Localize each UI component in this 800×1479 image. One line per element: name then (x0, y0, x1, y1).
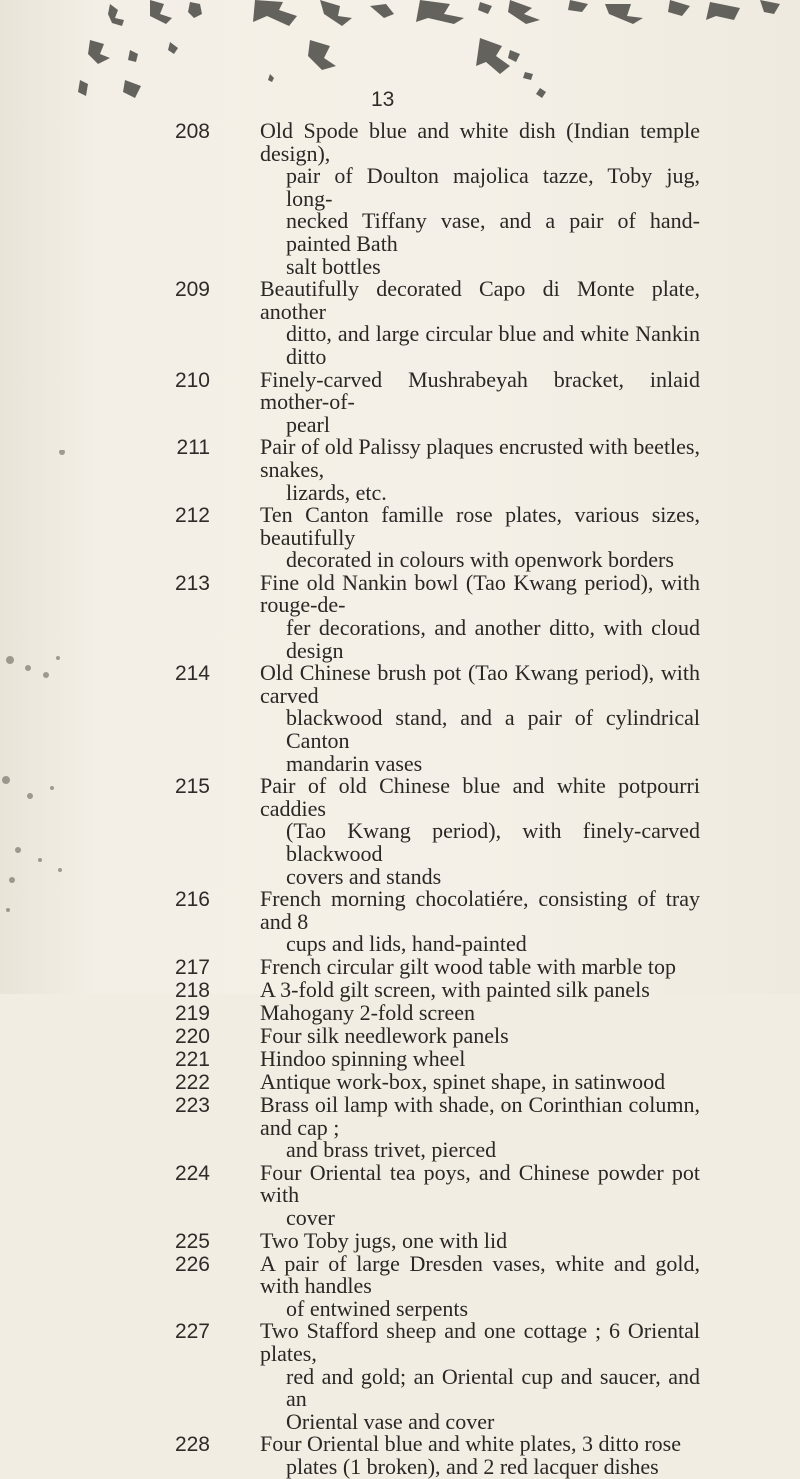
lot-description-line: A 3-fold gilt screen, with painted silk panels (260, 976, 650, 1002)
lot-description-line: ditto, and large circular blue and white Nankin ditto (286, 321, 700, 369)
lot-description (260, 1022, 700, 1048)
lot-entry (0, 569, 800, 663)
top-edge-damage (70, 0, 800, 110)
lot-number: 227 (174, 1320, 210, 1344)
lot-description-line: and brass trivet, pierced (286, 1137, 497, 1163)
lot-description (260, 1045, 700, 1071)
page-number: 13 (371, 88, 395, 111)
lot-number: 225 (174, 1229, 210, 1253)
lot-description-line: red and gold; an Oriental cup and saucer, and an (286, 1363, 700, 1412)
lot-description-line: Old Spode blue and white dish (Indian temple design), (260, 118, 700, 166)
lot-number: 221 (174, 1047, 210, 1071)
lot-number: 216 (174, 888, 210, 912)
lot-description-line: (Tao Kwang period), with finely-carved blackwood (286, 818, 700, 866)
lot-description-line: lizards, etc. (286, 479, 387, 505)
lot-entry (0, 775, 800, 888)
lot-entry (0, 366, 800, 437)
lot-entry (0, 504, 800, 572)
lot-description (260, 662, 700, 775)
lot-description-line: Four silk needlework panels (260, 1022, 509, 1048)
lot-description-line: Pair of old Chinese blue and white potpourri caddies (260, 773, 700, 821)
lot-number: 226 (174, 1252, 210, 1276)
lot-description (260, 569, 700, 663)
lot-entry (0, 1068, 800, 1094)
lot-description (260, 953, 700, 979)
lot-description-line: Antique work-box, spinet shape, in satinwood (260, 1068, 666, 1094)
lot-description-line: decorated in colours with openwork borders (286, 547, 674, 573)
lot-description-line: Finely-carved Mushrabeyah bracket, inlaid mother-of- (260, 366, 700, 415)
lot-entry (0, 662, 800, 775)
lot-description-line: Two Toby jugs, one with lid (260, 1227, 508, 1253)
lot-description-line: French morning chocolatiére, consisting of tray and 8 (260, 886, 700, 934)
lot-number: 223 (174, 1093, 210, 1117)
lot-description (260, 1250, 700, 1321)
lot-entry (0, 888, 800, 956)
lot-description-line: French circular gilt wood table with marble top (260, 953, 677, 979)
lot-number: 208 (174, 120, 210, 143)
lot-description-line: fer decorations, and another ditto, with cloud design (286, 615, 700, 663)
lot-description (260, 1320, 700, 1433)
lot-description (260, 1227, 700, 1253)
lot-entry (0, 1159, 800, 1230)
lot-entry (0, 953, 800, 979)
lot-description-line: plates (1 broken), and 2 red lacquer dishes (286, 1453, 659, 1479)
lot-entry (0, 1022, 800, 1048)
lot-number: 228 (174, 1433, 210, 1457)
lot-entry (0, 1433, 800, 1478)
lot-description-line: Hindoo spinning wheel (260, 1045, 466, 1071)
lot-description (260, 504, 700, 572)
lot-description (260, 436, 700, 504)
lot-description-line: pearl (286, 411, 330, 437)
lot-entry (0, 1320, 800, 1433)
lot-description-line: A pair of large Dresden vases, white and gold, with handles (260, 1250, 700, 1299)
lot-number: 215 (174, 775, 210, 799)
lot-entry (0, 120, 800, 278)
lot-number: 217 (174, 955, 210, 979)
lot-description (260, 1091, 700, 1163)
lot-description (260, 888, 700, 956)
lot-description-line: Ten Canton famille rose plates, various sizes, beautifully (260, 502, 700, 550)
lot-description (260, 1433, 700, 1478)
lot-description (260, 120, 700, 278)
lot-number: 222 (174, 1070, 210, 1094)
lot-number: 209 (174, 278, 210, 302)
lot-description (260, 976, 700, 1002)
lot-entry (0, 1227, 800, 1253)
lot-list (0, 120, 800, 1478)
lot-description-line: of entwined serpents (286, 1295, 469, 1321)
lot-number: 224 (174, 1161, 210, 1185)
lot-description-line: mandarin vases (286, 750, 423, 776)
lot-number: 219 (174, 1001, 210, 1025)
lot-entry (0, 1045, 800, 1071)
lot-entry (0, 976, 800, 1002)
lot-description-line: cover (286, 1204, 335, 1230)
lot-description-line: Fine old Nankin bowl (Tao Kwang period), with rouge-de- (260, 569, 700, 618)
lot-description-line: Old Chinese brush pot (Tao Kwang period), with carved (260, 660, 700, 708)
lot-description-line: Pair of old Palissy plaques encrusted with beetles, snakes, (260, 434, 700, 482)
lot-number: 218 (174, 978, 210, 1002)
lot-description-line: Oriental vase and cover (286, 1408, 495, 1434)
lot-entry (0, 999, 800, 1025)
lot-description-line: cups and lids, hand-painted (286, 931, 527, 957)
lot-description (260, 1159, 700, 1230)
lot-entry (0, 278, 800, 368)
lot-description (260, 999, 700, 1025)
lot-number: 211 (176, 436, 210, 460)
lot-number: 220 (174, 1024, 210, 1048)
lot-number: 210 (174, 368, 210, 392)
lot-description-line: pair of Doulton majolica tazze, Toby jug, long- (286, 163, 700, 211)
lot-number: 212 (174, 504, 210, 528)
lot-entry (0, 1250, 800, 1321)
lot-description (260, 775, 700, 888)
lot-number: 213 (174, 571, 210, 595)
lot-description-line: covers and stands (286, 863, 442, 889)
lot-description-line: Two Stafford sheep and one cottage ; 6 Oriental plates, (260, 1318, 700, 1366)
lot-number: 214 (174, 662, 210, 686)
lot-entry (0, 1091, 800, 1163)
lot-description-line: salt bottles (286, 253, 381, 279)
lot-description-line: Four Oriental tea poys, and Chinese powder pot with (260, 1159, 700, 1208)
lot-description-line: blackwood stand, and a pair of cylindrical Canton (286, 705, 700, 754)
lot-description-line: Beautifully decorated Capo di Monte plate, another (260, 276, 700, 324)
lot-entry (0, 436, 800, 504)
lot-description (260, 366, 700, 437)
lot-description-line: necked Tiffany vase, and a pair of hand-painted Bath (286, 208, 700, 256)
lot-description (260, 1068, 700, 1094)
lot-description (260, 278, 700, 368)
lot-description-line: Mahogany 2-fold screen (260, 999, 476, 1025)
lot-description-line: Brass oil lamp with shade, on Corinthian column, and cap ; (260, 1091, 700, 1140)
lot-description-line: Four Oriental blue and white plates, 3 ditto rose (260, 1431, 681, 1457)
